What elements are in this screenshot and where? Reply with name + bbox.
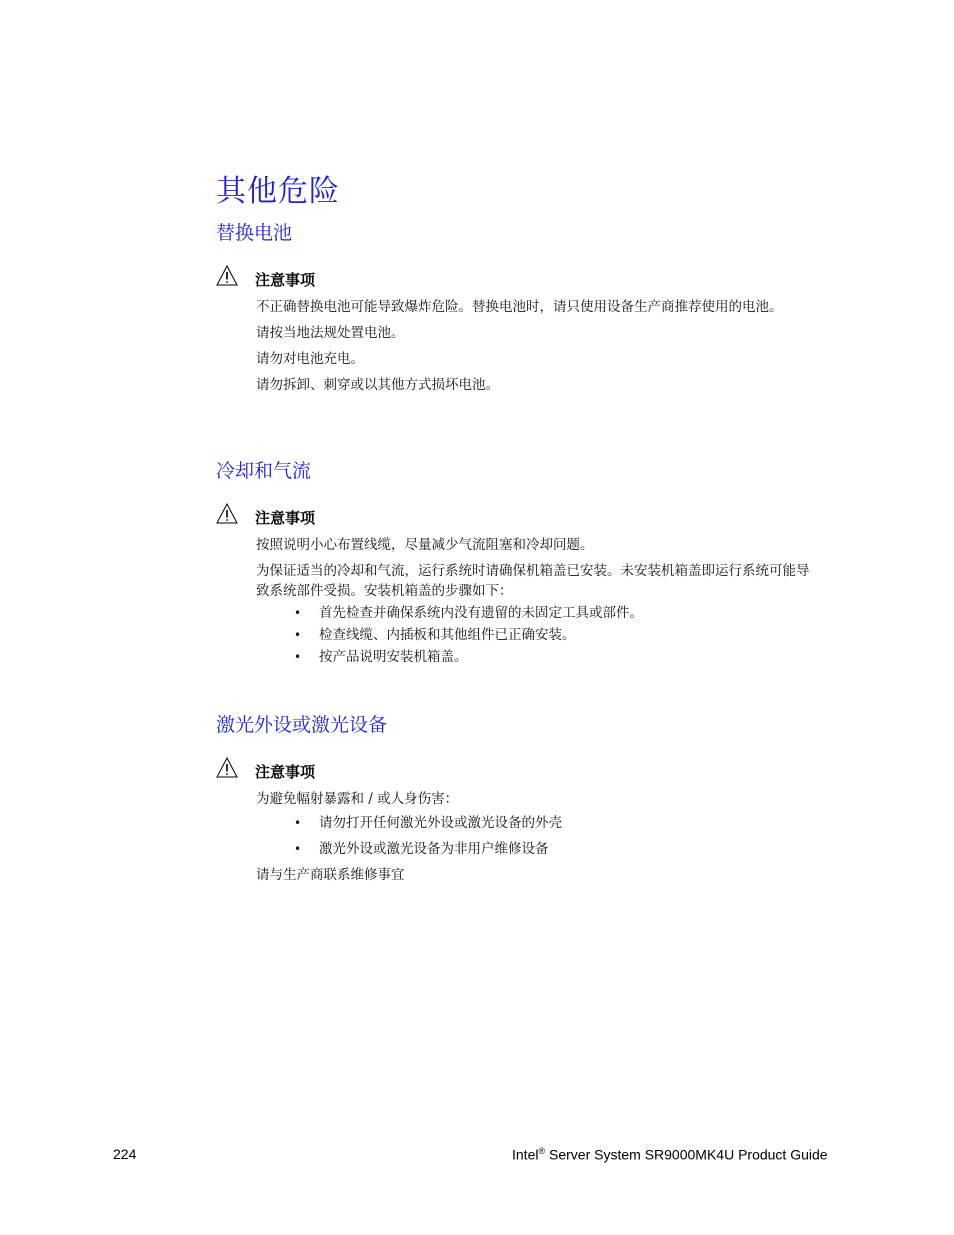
caution-label: 注意事项 [255,509,316,527]
paragraph: 请与生产商联系维修事宜 [256,867,405,883]
warning-triangle-icon [216,503,238,525]
list-item: • 首先检查并确保系统内没有遗留的未固定工具或部件。 [294,605,643,621]
caution-header [216,759,836,783]
caution-body [256,789,836,885]
page-number: 224 [113,1146,137,1162]
bullet-icon: • [294,628,302,642]
paragraph: 按照说明小心布置线缆，尽量减少气流阻塞和冷却问题。 [256,537,594,553]
bullet-list [256,813,836,859]
page-title: 其他危险 [216,174,340,209]
caution-label: 注意事项 [255,271,316,289]
bullet-icon: • [294,816,302,830]
warning-triangle-icon [216,757,238,779]
caution-body [256,535,836,667]
paragraph: 请勿拆卸、刺穿或以其他方式损坏电池。 [256,377,499,393]
warning-triangle-icon [216,265,238,287]
caution-label: 注意事项 [255,763,316,781]
caution-header [216,267,836,291]
list-item: • 请勿打开任何激光外设或激光设备的外壳 [294,815,562,831]
paragraph: 请勿对电池充电。 [256,351,364,367]
list-item: • 按产品说明安装机箱盖。 [294,649,468,665]
bullet-list [256,603,836,667]
caution-body [256,297,836,395]
section-heading: 替换电池 [216,222,293,244]
document-title: Intel® Server System SR9000MK4U Product Guide [512,1146,828,1163]
bullet-icon: • [294,842,302,856]
section-heading: 冷却和气流 [216,460,312,482]
list-item: • 检查线缆、内插板和其他组件已正确安装。 [294,627,576,643]
section-heading: 激光外设或激光设备 [216,714,388,736]
bullet-icon: • [294,606,302,620]
paragraph: 请按当地法规处置电池。 [256,325,405,341]
paragraph: 不正确替换电池可能导致爆炸危险。替换电池时，请只使用设备生产商推荐使用的电池。 [256,299,783,315]
caution-header [216,505,836,529]
list-item: • 激光外设或激光设备为非用户维修设备 [294,841,549,857]
bullet-icon: • [294,650,302,664]
section-laser-devices [216,712,836,891]
section-replace-battery [216,220,836,401]
paragraph: 为保证适当的冷却和气流，运行系统时请确保机箱盖已安装。未安装机箱盖即运行系统可能导致系统部件受损。安装机箱盖的步骤如下： [256,563,810,599]
paragraph: 为避免幅射暴露和 / 或人身伤害： [256,791,459,807]
section-cooling-airflow [216,458,836,669]
